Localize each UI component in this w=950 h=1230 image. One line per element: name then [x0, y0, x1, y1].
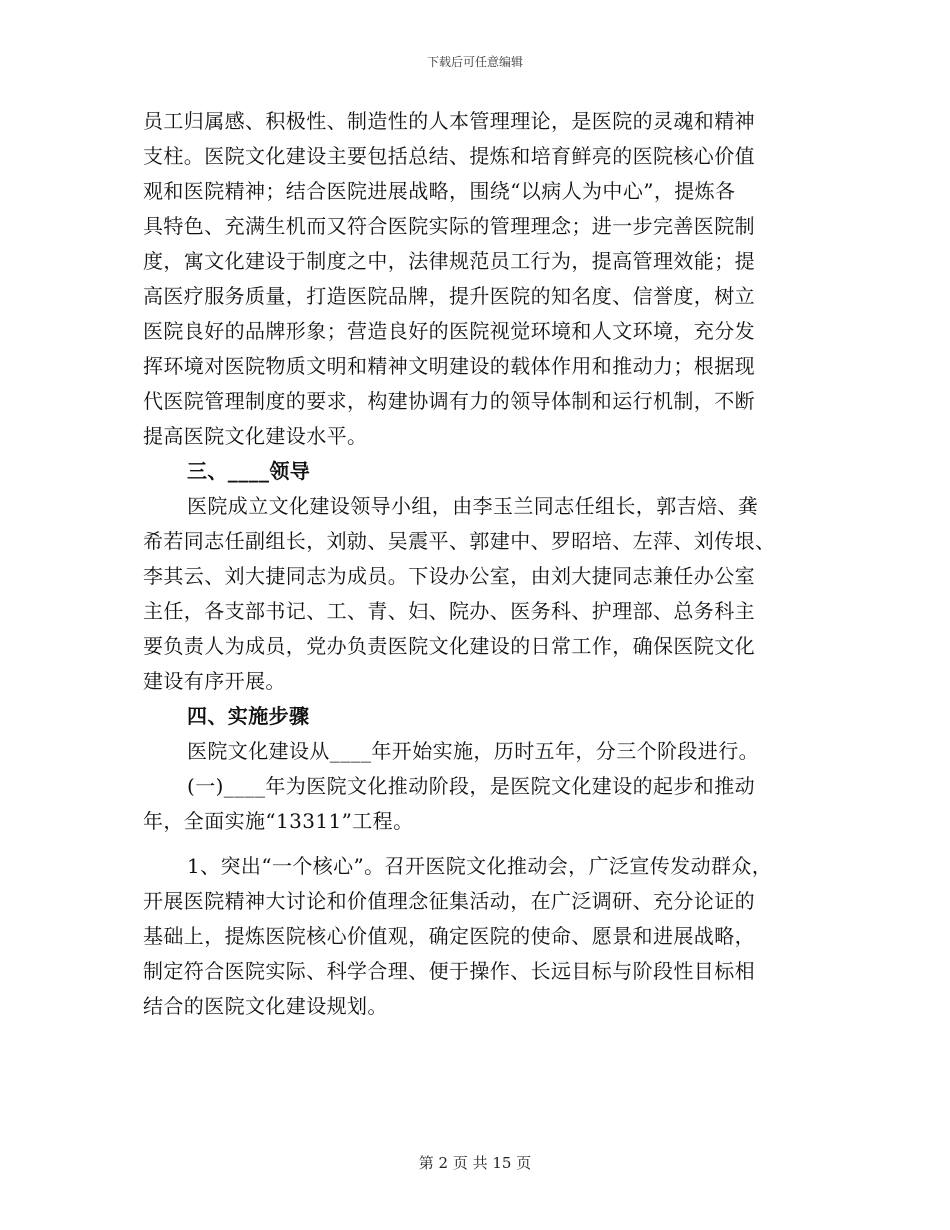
text-line: 医院文化建设从____年开始实施，历时五年，分三个阶段进行。: [187, 739, 759, 763]
section-heading: 四、实施步骤: [187, 704, 310, 728]
text-line: 结合的医院文化建设规划。: [143, 994, 388, 1018]
paragraph: [143, 104, 808, 454]
text-line: 基础上，提炼医院核心价值观，确定医院的使命、愿景和进展战略，: [143, 924, 755, 948]
text-line: 1、突出“一个核心”。召开医院文化推动会，广泛宣传发动群众，: [187, 854, 773, 878]
paragraph: [143, 849, 808, 1024]
text-line: 医院良好的品牌形象；营造良好的医院视觉环境和人文环境，充分发: [143, 319, 755, 343]
section-heading: 三、____领导: [187, 459, 311, 483]
text-line: 建设有序开展。: [143, 669, 286, 693]
page-footer: 第 2 页 共 15 页: [418, 1154, 532, 1172]
text-line: 度，寓文化建设于制度之中，法律规范员工行为，提高管理效能；提: [143, 249, 755, 273]
text-line: 观和医院精神；结合医院进展战略，围绕“以病人为中心”，提炼各: [143, 179, 736, 203]
paragraph: [143, 489, 808, 699]
text-line: 年，全面实施“13311”工程。: [143, 809, 414, 833]
text-line: 代医院管理制度的要求，构建协调有力的领导体制和运行机制，不断: [143, 389, 755, 413]
text-line: 医院成立文化建设领导小组，由李玉兰同志任组长，郭吉焙、龚: [187, 494, 759, 518]
document-body: [143, 104, 808, 1024]
text-line: 制定符合医院实际、科学合理、便于操作、长远目标与阶段性目标相: [143, 959, 755, 983]
text-line: 希若同志任副组长，刘勍、吴震平、郭建中、罗昭培、左萍、刘传垠、: [143, 529, 776, 553]
page-header-note: 下载后可任意编辑: [426, 55, 523, 69]
text-line: 开展医院精神大讨论和价值理念征集活动，在广泛调研、充分论证的: [143, 889, 755, 913]
text-line: 主任，各支部书记、工、青、妇、院办、医务科、护理部、总务科主: [143, 599, 755, 623]
text-line: 高医疗服务质量，打造医院品牌，提升医院的知名度、信誉度，树立: [143, 284, 755, 308]
text-line: 提高医院文化建设水平。: [143, 424, 368, 448]
paragraph: [143, 769, 808, 839]
text-line: 具特色、充满生机而又符合医院实际的管理理念；进一步完善医院制: [143, 214, 755, 238]
text-line: 李其云、刘大捷同志为成员。下设办公室，由刘大捷同志兼任办公室: [143, 564, 755, 588]
text-line: 要负责人为成员，党办负责医院文化建设的日常工作，确保医院文化: [143, 634, 755, 658]
text-line: (一)____年为医院文化推动阶段，是医院文化建设的起步和推动: [187, 774, 756, 798]
text-line: 支柱。医院文化建设主要包括总结、提炼和培育鲜亮的医院核心价值: [143, 144, 755, 168]
paragraph: [143, 734, 808, 769]
text-line: 挥环境对医院物质文明和精神文明建设的载体作用和推动力；根据现: [143, 354, 755, 378]
text-line: 员工归属感、积极性、制造性的人本管理理论，是医院的灵魂和精神: [143, 109, 755, 133]
